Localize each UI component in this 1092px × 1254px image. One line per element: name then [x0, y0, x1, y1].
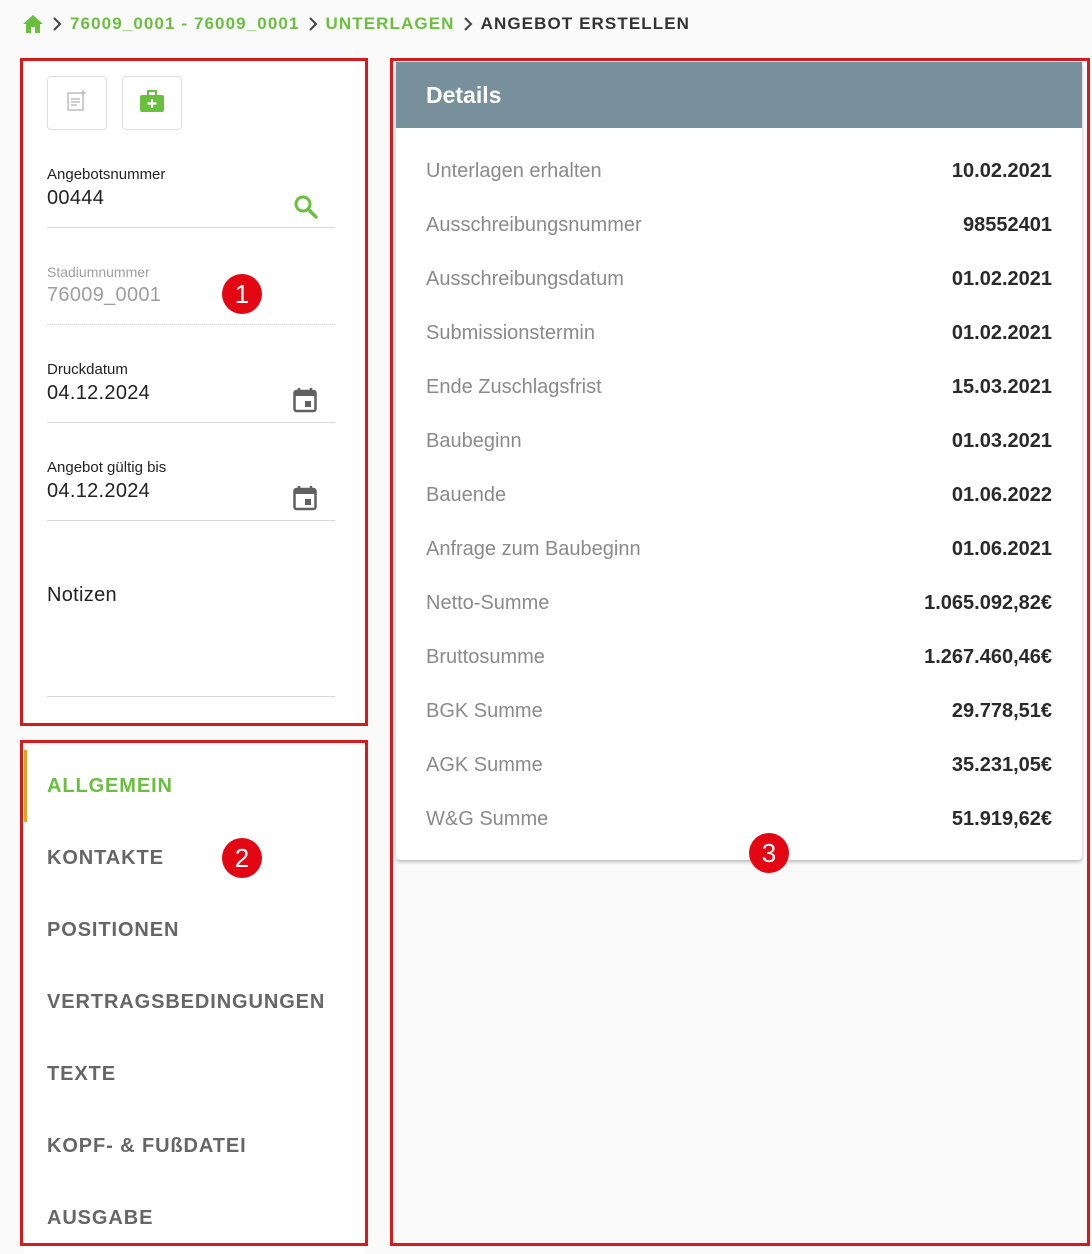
detail-value: 01.02.2021 — [951, 267, 1052, 290]
detail-key: Ausschreibungsdatum — [426, 267, 624, 290]
breadcrumb — [22, 10, 690, 38]
detail-value: 01.06.2021 — [951, 537, 1052, 560]
nav-item-texte[interactable]: TEXTE — [47, 1062, 116, 1085]
detail-key: Submissionstermin — [426, 321, 595, 344]
detail-key: Bruttosumme — [426, 645, 545, 668]
details-title: Details — [396, 62, 1082, 128]
detail-value: 15.03.2021 — [951, 375, 1052, 398]
druckdatum-label: Druckdatum — [47, 361, 128, 378]
annotation-badge-1: 1 — [222, 274, 262, 314]
detail-key: Anfrage zum Baubeginn — [426, 537, 641, 560]
detail-key: W&G Summe — [426, 807, 549, 830]
detail-value: 51.919,62€ — [951, 807, 1052, 830]
nav-item-vertragsbedingungen[interactable]: VERTRAGSBEDINGUNGEN — [47, 990, 326, 1013]
stadiumnummer-input: 76009_0001 — [47, 284, 162, 306]
annotation-badge-2: 2 — [222, 838, 262, 878]
chevron-right-icon — [463, 17, 473, 31]
annotation-badge-3: 3 — [749, 833, 789, 873]
angebotsnummer-label: Angebotsnummer — [47, 166, 166, 183]
detail-key: Netto-Summe — [426, 591, 550, 614]
detail-key: Baubeginn — [426, 429, 522, 452]
detail-value: 1.065.092,82€ — [924, 591, 1052, 614]
notizen-label: Notizen — [47, 584, 117, 606]
breadcrumb-section-link[interactable]: UNTERLAGEN — [325, 14, 455, 33]
detail-key: Ausschreibungsnummer — [426, 213, 642, 236]
detail-value: 1.267.460,46€ — [924, 645, 1052, 668]
angebotsnummer-input[interactable]: 00444 — [47, 187, 105, 209]
breadcrumb-current: ANGEBOT ERSTELLEN — [480, 14, 691, 33]
detail-key: Bauende — [426, 483, 507, 506]
detail-value: 35.231,05€ — [951, 753, 1052, 776]
druckdatum-input[interactable]: 04.12.2024 — [47, 382, 151, 404]
gueltig-bis-input[interactable]: 04.12.2024 — [47, 480, 151, 502]
detail-value: 01.06.2022 — [951, 483, 1052, 506]
detail-value: 01.03.2021 — [951, 429, 1052, 452]
annotation-box-1 — [20, 58, 368, 726]
nav-item-ausgabe[interactable]: AUSGABE — [47, 1206, 154, 1229]
breadcrumb-project-link[interactable]: 76009_0001 - 76009_0001 — [70, 14, 300, 33]
gueltig-bis-label: Angebot gültig bis — [47, 459, 167, 476]
nav-item-allgemein[interactable]: ALLGEMEIN — [24, 750, 364, 822]
stadiumnummer-label: Stadiumnummer — [47, 264, 150, 280]
nav-item-kopf-fussdatei[interactable]: KOPF- & FUßDATEI — [47, 1134, 247, 1157]
chevron-right-icon — [52, 17, 62, 31]
detail-key: Ende Zuschlagsfrist — [426, 375, 602, 398]
detail-value: 98552401 — [963, 213, 1052, 236]
detail-key: AGK Summe — [426, 753, 543, 776]
annotation-box-3 — [390, 58, 1090, 1246]
home-icon[interactable] — [22, 13, 44, 35]
chevron-right-icon — [308, 17, 318, 31]
annotation-box-2 — [20, 740, 368, 1246]
detail-key: BGK Summe — [426, 699, 543, 722]
detail-value: 10.02.2021 — [951, 159, 1052, 182]
detail-key: Unterlagen erhalten — [426, 159, 602, 182]
nav-item-positionen[interactable]: POSITIONEN — [47, 918, 180, 941]
detail-value: 01.02.2021 — [951, 321, 1052, 344]
detail-value: 29.778,51€ — [951, 699, 1052, 722]
nav-item-kontakte[interactable]: KONTAKTE — [47, 846, 164, 869]
